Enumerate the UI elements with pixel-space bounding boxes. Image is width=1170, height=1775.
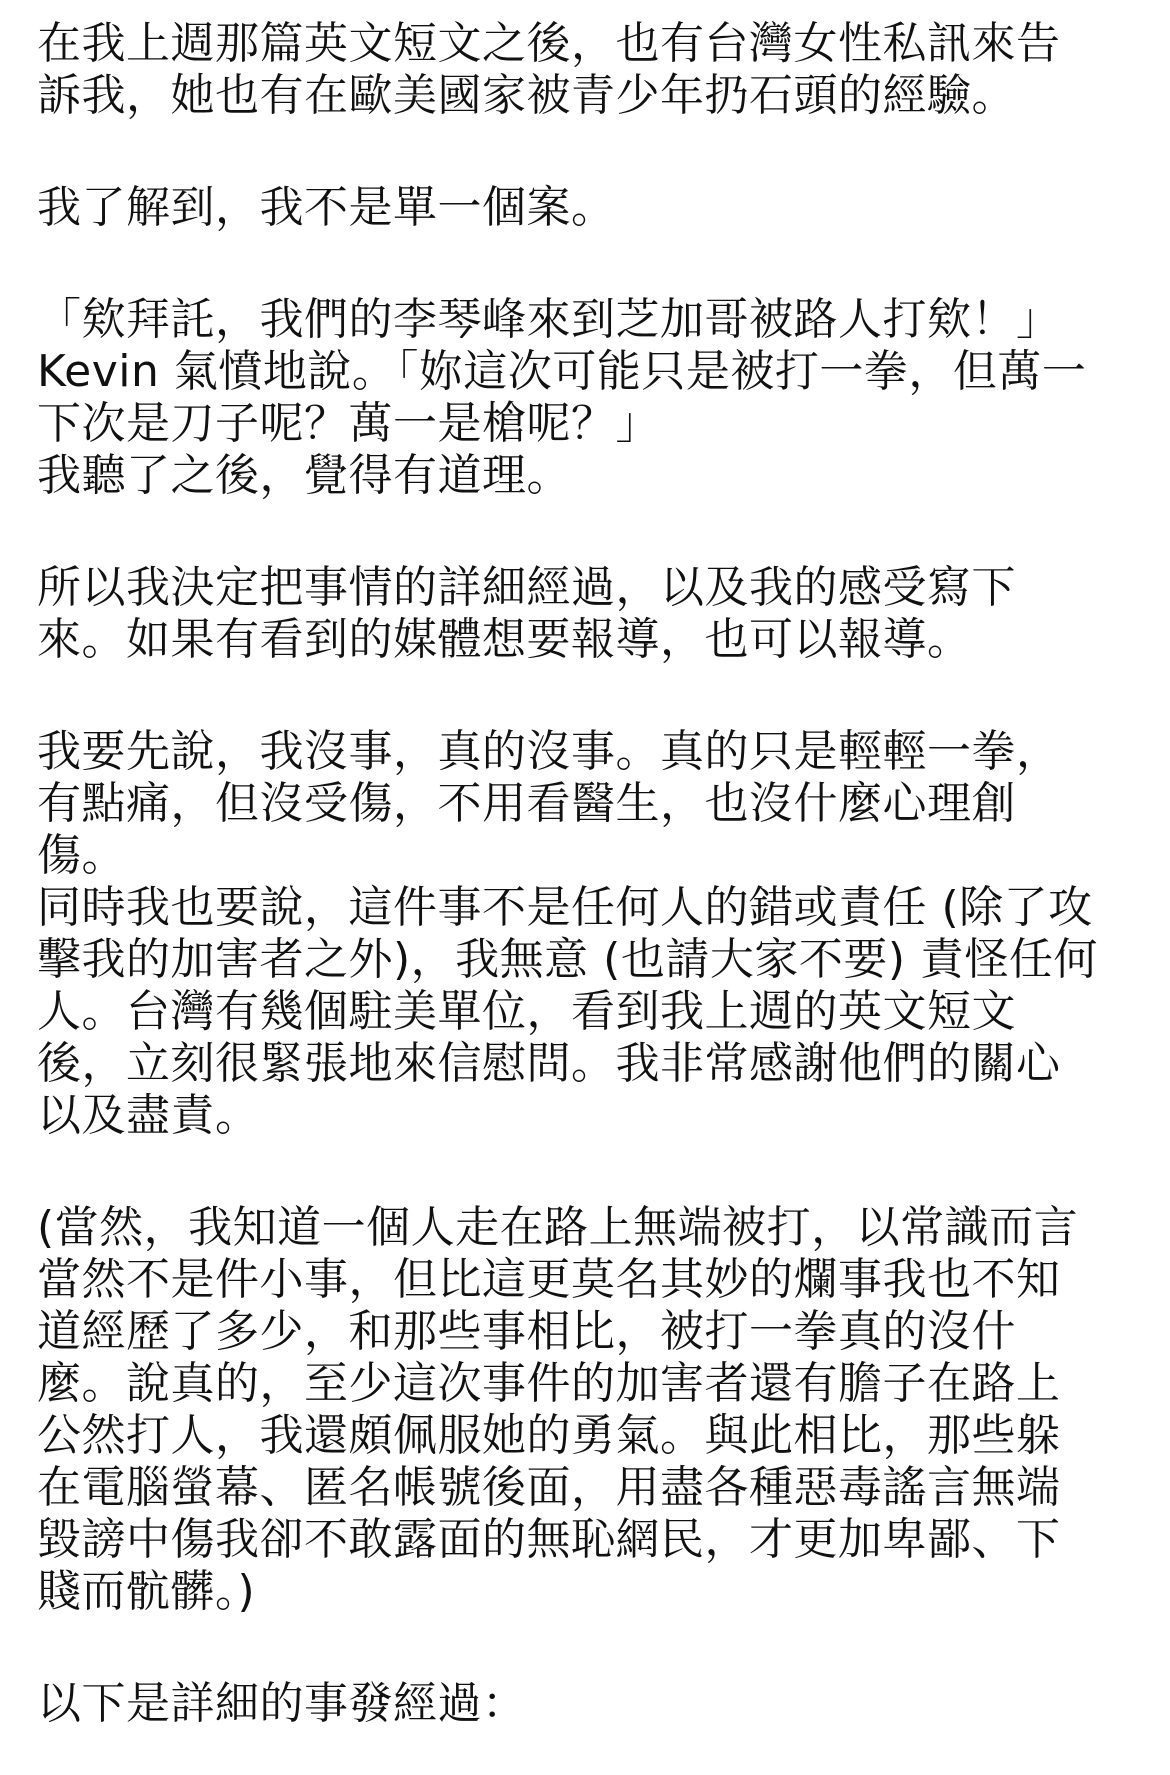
text-line: 以及盡責。 xyxy=(37,1090,260,1141)
text-line: 公然打人，我還頗佩服她的勇氣。與此相比，那些躲 xyxy=(37,1410,1061,1461)
text-line: 後，立刻很緊張地來信慰問。我非常感謝他們的關心 xyxy=(37,1038,1061,1089)
text-line: 毀謗中傷我卻不敢露面的無恥網民，才更加卑鄙、下 xyxy=(37,1514,1061,1565)
paragraph-gap xyxy=(37,666,1147,726)
paragraph xyxy=(37,562,1147,666)
paragraph xyxy=(37,182,1147,234)
text-line: 我聽了之後，覺得有道理。 xyxy=(37,450,571,501)
text-line: 人。台灣有幾個駐美單位，看到我上週的英文短文 xyxy=(37,986,1016,1037)
paragraph xyxy=(37,1678,1147,1730)
text-line: 在電腦螢幕、匿名帳號後面，用盡各種惡毒謠言無端 xyxy=(37,1462,1061,1513)
paragraph xyxy=(37,18,1147,122)
text-line: 所以我決定把事情的詳細經過，以及我的感受寫下 xyxy=(37,562,1016,613)
text-line: 下次是刀子呢？萬一是槍呢？」 xyxy=(37,398,660,449)
text-line: 賤而骯髒。) xyxy=(37,1566,256,1617)
paragraph xyxy=(37,1202,1147,1618)
text-line: 以下是詳細的事發經過： xyxy=(37,1678,527,1729)
text-line: 有點痛，但沒受傷，不用看醫生，也沒什麼心理創 xyxy=(37,778,1016,829)
text-line: 道經歷了多少，和那些事相比，被打一拳真的沒什 xyxy=(37,1306,1016,1357)
text-line: 當然不是件小事，但比這更莫名其妙的爛事我也不知 xyxy=(37,1254,1061,1305)
text-line: 麼。說真的，至少這次事件的加害者還有膽子在路上 xyxy=(37,1358,1061,1409)
text-line: 「欸拜託，我們的李琴峰來到芝加哥被路人打欸！」 xyxy=(37,294,1061,345)
paragraph-gap xyxy=(37,122,1147,182)
paragraph-gap xyxy=(37,234,1147,294)
document-body xyxy=(37,18,1147,1730)
text-line: 傷。 xyxy=(37,830,126,881)
paragraph-gap xyxy=(37,502,1147,562)
text-line: 擊我的加害者之外)，我無意 (也請大家不要) 責怪任何 xyxy=(37,934,1098,985)
paragraph xyxy=(37,294,1147,502)
paragraph xyxy=(37,726,1147,1142)
text-line: 我要先說，我沒事，真的沒事。真的只是輕輕一拳， xyxy=(37,726,1061,777)
text-line: 訴我，她也有在歐美國家被青少年扔石頭的經驗。 xyxy=(37,70,1016,121)
paragraph-gap xyxy=(37,1618,1147,1678)
text-line: Kevin 氣憤地說。「妳這次可能只是被打一拳，但萬一 xyxy=(37,346,1087,397)
paragraph-gap xyxy=(37,1142,1147,1202)
text-line: 來。如果有看到的媒體想要報導，也可以報導。 xyxy=(37,614,972,665)
text-line: 我了解到，我不是單一個案。 xyxy=(37,182,616,233)
text-line: 在我上週那篇英文短文之後，也有台灣女性私訊來告 xyxy=(37,18,1061,69)
text-line: (當然，我知道一個人走在路上無端被打，以常識而言 xyxy=(37,1202,1079,1253)
text-line: 同時我也要說，這件事不是任何人的錯或責任 (除了攻 xyxy=(37,882,1093,933)
